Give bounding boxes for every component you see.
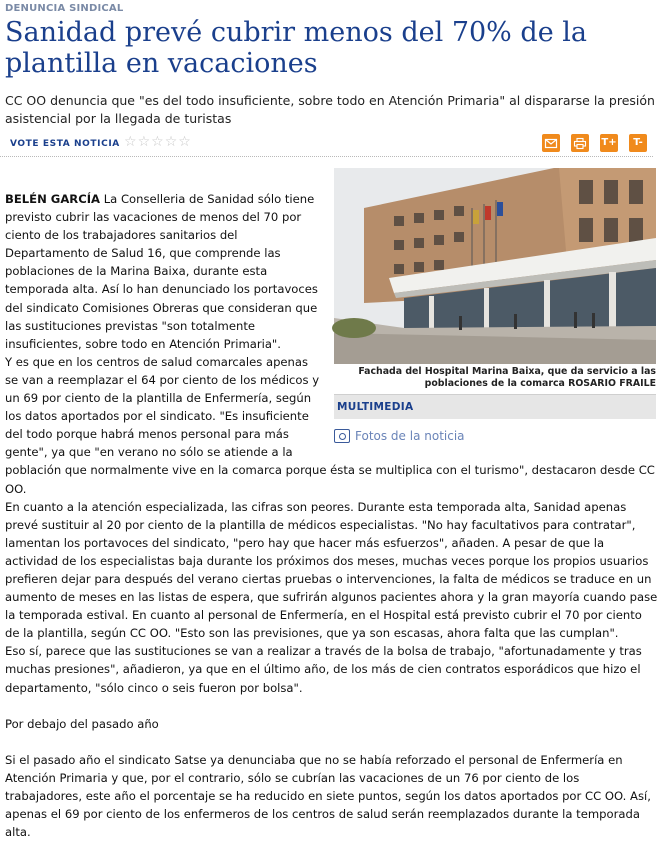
font-increase-button[interactable]: T+ (600, 134, 618, 152)
vote-bar (0, 131, 653, 157)
article-paragraph: BELÉN GARCÍA La Conselleria de Sanidad sólo tiene previsto cubrir las vacaciones de menos del 70 por ciento de los trabajadores sanitarios del Departamento de Salud 16, que comprende las poblaciones de la Marina Baixa, durante esta temporada alta. Así lo han denunciado los portavoces del sindicato Comisiones Obreras que consideran que las sustituciones previstas "son totalmente insuficientes, sobre todo en Atención Primaria". (5, 192, 318, 351)
article-sidebar (334, 168, 656, 451)
article-paragraph: Si el pasado año el sindicato Satse ya denunciaba que no se había reforzado el personal de Enfermería en Atención Primaria y que, por el contrario, sólo se cubrían las vacaciones de un 76 por ciento de los trabajadores, este año el porcentaje se ha reducido en siete puntos, según los datos aportados por CC OO. Así, apenas el 69 por ciento de los enfermeros de los centros de salud serán reemplazados durante la temporada alta. (5, 752, 651, 840)
star-icon[interactable]: ☆ (151, 134, 164, 150)
vote-label: VOTE ESTA NOTICIA (10, 139, 120, 149)
hospital-photo[interactable] (334, 168, 656, 364)
article-paragraph: Eso sí, parece que las sustituciones se van a realizar a través de la bolsa de trabajo, "afortunadamente y tras muchas presiones", añadieron, ya que en el último año, de los más de cien contratos esporádicos que hizo el departamento, "sólo cinco o seis fueron por bolsa". (5, 644, 642, 695)
envelope-icon[interactable] (542, 134, 560, 152)
subhead: CC OO denuncia que "es del todo insuficiente, sobre todo en Atención Primaria" al dispararse la presión asistencial por la llegada de turistas (5, 93, 655, 126)
rating-stars (124, 135, 191, 149)
author-name: BELÉN GARCÍA (5, 192, 101, 206)
star-icon[interactable]: ☆ (164, 134, 178, 150)
photo-caption: Fachada del Hospital Marina Baixa, que da servicio a las poblaciones de la comarca ROSARIO FRAILE (358, 366, 656, 389)
font-decrease-button[interactable]: T- (629, 134, 647, 152)
article-subtitle: Por debajo del pasado año (5, 716, 159, 731)
camera-icon (334, 429, 350, 443)
star-icon[interactable]: ☆ (137, 134, 151, 150)
photos-link-label[interactable]: Fotos de la noticia (355, 429, 465, 444)
article-body (5, 190, 658, 841)
star-icon[interactable]: ☆ (124, 134, 137, 150)
headline: Sanidad prevé cubrir menos del 70% de la plantilla en vacaciones (5, 17, 587, 79)
article-paragraph: En cuanto a la atención especializada, las cifras son peores. Durante esta temporada alta, Sanidad apenas prevé sustituir al 20 por ciento de la plantilla de médicos especialistas. "No hay facultativos para contratar", lamentan los portavoces del sindicato, "pero hay que hacer más esfuerzos", añaden. A pesar de que la actividad de los especialistas baja durante los próximos dos meses, muchas veces porque los propios usuarios prefieren dejar para después del verano ciertas pruebas o intervenciones, la falta de médicos se traduce en un aumento de meses en las listas de espera, que sufrirán algunos pacientes ahora y la gran mayoría cuando pase la temporada estival. En cuanto al personal de Enfermería, en el Hospital está previsto cubrir el 70 por ciento de la plantilla, según CC OO. "Esto son las previsiones, que ya son escasas, ahora falta que las cumplan". (5, 499, 658, 641)
printer-icon[interactable] (571, 134, 589, 152)
article-paragraph: Y es que en los centros de salud comarcales apenas se van a reemplazar el 64 por ciento de los médicos y un 69 por ciento de la plantilla de Enfermería, según los datos aportados por el sindicato. "Es insuficiente del todo porque habrá menos personal para más gente", ya que "en verano no sólo se atiende a la población que normalmente vive en la comarca porque ésta se multiplica con el turismo", destacaron desde CC OO. (5, 354, 655, 496)
star-icon[interactable]: ☆ (178, 134, 191, 150)
multimedia-header: MULTIMEDIA (334, 394, 656, 419)
section-label: DENUNCIA SINDICAL (5, 3, 124, 14)
photos-link[interactable] (334, 419, 656, 451)
article-tools (542, 134, 647, 152)
